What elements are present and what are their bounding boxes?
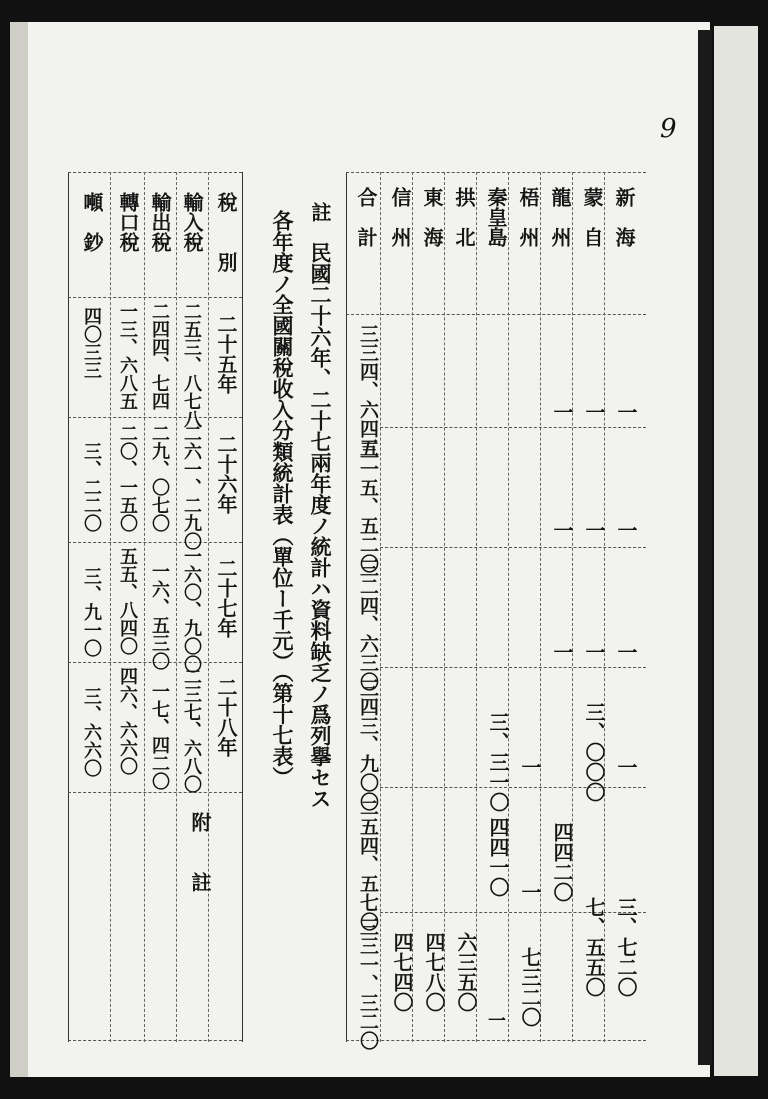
- table-cell: 二〇、一五〇: [117, 424, 138, 532]
- document-page: [10, 22, 710, 1077]
- table-cell: 六三五〇: [454, 932, 478, 1012]
- table-cell: 一七、四二〇: [149, 682, 170, 790]
- table-cell: 一: [518, 882, 542, 902]
- table-cell: 三、六六〇: [81, 687, 102, 777]
- port-name: 東 海: [420, 187, 444, 247]
- total-label: 合 計: [354, 187, 378, 247]
- table-cell: 一: [582, 642, 606, 662]
- table-cell: 一三、六八五: [117, 302, 138, 410]
- total-cell: 三四三、九〇〇: [357, 678, 379, 811]
- table-cell: 二九、〇七〇: [149, 424, 170, 532]
- table-cell: 一: [614, 402, 638, 422]
- table-cell: 四〇三三: [81, 307, 102, 379]
- total-cell: 三三四、六四五: [357, 324, 379, 457]
- total-cell: 三二四、六三〇: [357, 558, 379, 691]
- table-cell: 一: [614, 757, 638, 777]
- port-name: 蒙 自: [580, 187, 604, 247]
- column-header-year: 二十八年: [214, 677, 238, 757]
- table-cell: 一: [614, 520, 638, 540]
- table-cell: 一: [550, 402, 574, 422]
- column-header-tax-type: 稅 別: [214, 192, 238, 272]
- next-page-edge: [714, 26, 758, 1076]
- table-cell: 五五、八四〇: [117, 547, 138, 655]
- table-cell: 一: [518, 757, 542, 777]
- table-cell: 二五三、八七八: [181, 302, 202, 428]
- empty-cell-dash: 一: [488, 1011, 506, 1032]
- row-label: 轉口稅: [116, 192, 140, 252]
- row-label: 噸 鈔: [80, 192, 104, 252]
- table-cell: 三、三一〇: [486, 712, 510, 812]
- table-cell: 二四四、七四: [149, 302, 170, 410]
- table-cell: 四四二〇: [550, 822, 574, 902]
- total-cell: 三一五、五二〇: [357, 440, 379, 573]
- table-cell: 三、二二〇: [81, 442, 102, 532]
- table-cell: 三、七二〇: [614, 897, 638, 997]
- table-cell: 四六、六六〇: [117, 667, 138, 775]
- column-header-year: 二十五年: [214, 314, 238, 394]
- table-cell: 四七四〇: [390, 932, 414, 1012]
- binding-edge: [698, 30, 712, 1065]
- row-label: 輸出稅: [148, 192, 172, 252]
- port-name: 龍 州: [548, 187, 572, 247]
- table-cell: 四四一〇: [486, 817, 510, 897]
- port-name: 拱 北: [452, 187, 476, 247]
- port-name: 新 海: [612, 187, 636, 247]
- note-label: 註: [308, 202, 332, 222]
- column-header-remarks: 附 註: [188, 812, 212, 892]
- table-cell: 一: [550, 520, 574, 540]
- table-cell: 七、五五〇: [582, 897, 606, 997]
- page-edge-shadow: [10, 22, 28, 1077]
- table-cell: 四七八〇: [422, 932, 446, 1012]
- table-cell: 三、〇〇〇: [582, 702, 606, 802]
- total-cell: 三三一、三二〇: [357, 917, 379, 1050]
- total-cell: 二五四、五七〇: [357, 798, 379, 931]
- table-cell: 一: [550, 642, 574, 662]
- note-text: 民國二十六年、二十七兩年度ノ統計ハ資料缺乏ノ爲列擧セス: [308, 242, 333, 809]
- table-cell: 七三二〇: [518, 947, 542, 1027]
- port-name: 信 州: [388, 187, 412, 247]
- port-name: 梧 州: [516, 187, 540, 247]
- row-label: 輸入稅: [180, 192, 204, 252]
- table-cell: 三、九一〇: [81, 567, 102, 657]
- table-cell: 一: [582, 402, 606, 422]
- table-cell: 一六、五三〇: [149, 562, 170, 670]
- table-cell: 二六一、二九〇: [181, 424, 202, 550]
- table-cell: 一: [582, 520, 606, 540]
- column-header-year: 二十六年: [214, 434, 238, 514]
- table-title: 各年度ノ全國關稅收入分類統計表（單位ー千元）（第十七表）: [270, 210, 295, 788]
- table-cell: 一: [614, 642, 638, 662]
- table-cell: 一六〇、九〇〇: [181, 547, 202, 673]
- column-header-year: 二十七年: [214, 558, 238, 638]
- port-name: 秦皇島: [484, 187, 508, 247]
- table-cell: 二三七、六八〇: [181, 667, 202, 793]
- page-number: 9: [660, 114, 677, 144]
